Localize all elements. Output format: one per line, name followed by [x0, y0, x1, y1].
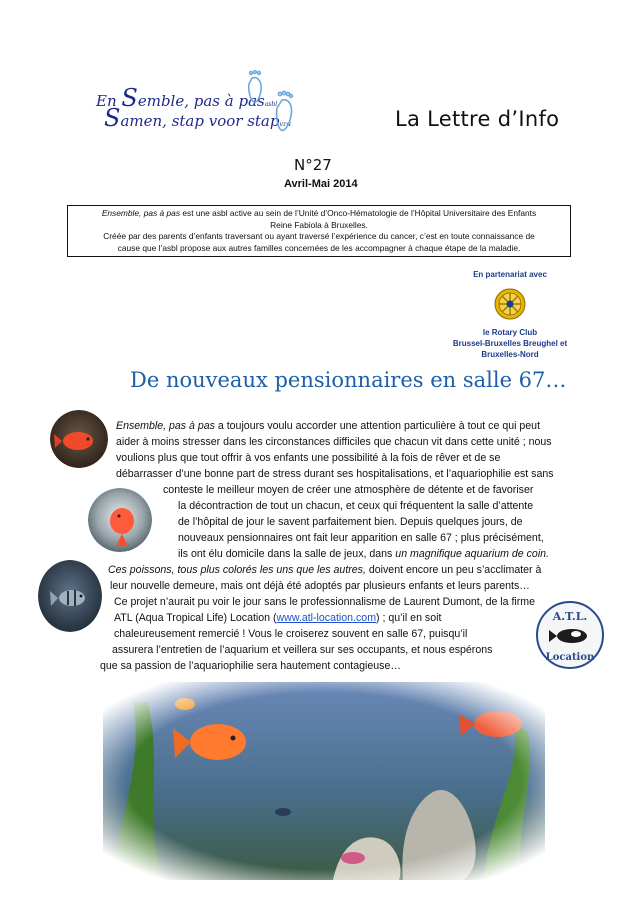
- fish-photo-2: [88, 488, 152, 552]
- partner-block: [440, 270, 580, 360]
- paragraph-line: leur nouvelle demeure, mais ont déjà été adoptés par plusieurs enfants et leurs parents…: [110, 580, 530, 592]
- atl-logo-top: A.T.L.: [552, 610, 588, 623]
- paragraph-line: chaleureusement remercié ! Vous le croiserez souvent en salle 67, puisqu’il: [114, 628, 468, 640]
- emphasis: Ensemble, pas à pas: [116, 420, 215, 432]
- paragraph-line: débarrasser d’une bonne part de stress durant ses hospitalisations, et l’aquariophilie est sans: [116, 468, 554, 480]
- text: a toujours voulu accorder une attention particulière à tout ce qui peut: [214, 420, 541, 432]
- newsletter-title: La Lettre d’Info: [395, 107, 560, 131]
- atl-website-link[interactable]: www.atl-location.com: [276, 612, 377, 624]
- paragraph-line: voulions plus que tout offrir à vos enfants une possibilité à la fois de rêver et de se: [116, 452, 501, 464]
- text: ) ; qu’il en soit: [376, 612, 442, 624]
- intro-line: Créée par des parents d’enfants traversant ou ayant traversé l’expérience du cancer, c’est en toute connaissance de: [103, 231, 535, 242]
- intro-text: est une asbl active au sein de l’Unité d’Onco-Hématologie de l’Hôpital Universitaire des Enfants: [180, 208, 537, 218]
- emphasis: Ces poissons, tous plus colorés les uns que les autres,: [108, 564, 366, 576]
- logo-text: En: [96, 92, 122, 110]
- issue-number: N°27: [294, 156, 332, 174]
- paragraph-line: de l’hôpital de jour le savent parfaitement bien. Depuis quelques jours, de: [178, 516, 523, 528]
- partner-label: En partenariat avec: [473, 270, 547, 279]
- rotary-wheel-icon: [493, 287, 527, 321]
- paragraph-line: [108, 563, 541, 579]
- logo-initial: S: [121, 84, 138, 112]
- footprints-icon: [240, 70, 310, 138]
- paragraph-line: nouveaux pensionnaires ont fait leur apparition en salle 67 ; plus précisément,: [178, 532, 544, 544]
- text: ils ont élu domicile dans la salle de jeux, dans: [178, 548, 396, 560]
- article-title: De nouveaux pensionnaires en salle 67…: [130, 368, 567, 392]
- intro-box: [67, 205, 571, 257]
- aquarium-photo: [103, 682, 545, 880]
- partner-line: Bruxelles-Nord: [481, 350, 539, 359]
- logo-initial: S: [104, 104, 121, 132]
- text: doivent encore un peu s’acclimater à: [365, 564, 542, 576]
- fish-photo-3: [38, 560, 102, 632]
- atl-logo-bottom: Location: [545, 652, 595, 663]
- fish-photo-1: [50, 410, 108, 468]
- paragraph-line: assurera l’entretien de l’aquarium et veillera sur ses occupants, et nous espérons: [112, 644, 493, 656]
- intro-line: [72, 208, 566, 220]
- partner-line: le Rotary Club: [482, 328, 538, 337]
- paragraph-line: [114, 611, 441, 627]
- paragraph-line: Ce projet n’aurait pu voir le jour sans le professionnalisme de Laurent Dumont, de la firme: [114, 596, 536, 608]
- logo-suffix: asbl: [264, 101, 278, 108]
- paragraph-line: que sa passion de l’aquariophilie sera hautement contagieuse…: [100, 660, 401, 672]
- text: ATL (Aqua Tropical Life) Location (: [114, 612, 277, 624]
- intro-line: cause que l’asbl propose aux autres familles concernées de les accompagner à chaque étape de la maladie.: [117, 242, 521, 253]
- logo-text: amen, stap voor stap: [120, 112, 280, 130]
- paragraph-line: [116, 419, 540, 435]
- paragraph-line: aider à moins stresser dans les circonstances difficiles que chacun vit dans cette unité ; nous: [116, 436, 552, 448]
- paragraph-line: conteste le meilleur moyen de créer une atmosphère de détente et de favoriser: [163, 484, 534, 496]
- logo-suffix: vzw: [279, 121, 292, 128]
- partner-line: Brussel-Bruxelles Breughel et: [452, 339, 568, 348]
- atl-location-logo: [534, 600, 606, 670]
- issue-date: Avril-Mai 2014: [284, 178, 358, 190]
- intro-emphasis: Ensemble, pas à pas: [101, 208, 181, 218]
- intro-line: Reine Fabiola à Bruxelles.: [270, 219, 368, 230]
- paragraph-line: [178, 547, 549, 563]
- paragraph-line: la décontraction de tout un chacun, et ceux qui fréquentent la salle d’attente: [178, 500, 534, 512]
- emphasis: un magnifique aquarium de coin.: [395, 548, 550, 560]
- logo-text: emble, pas à pas: [137, 92, 265, 110]
